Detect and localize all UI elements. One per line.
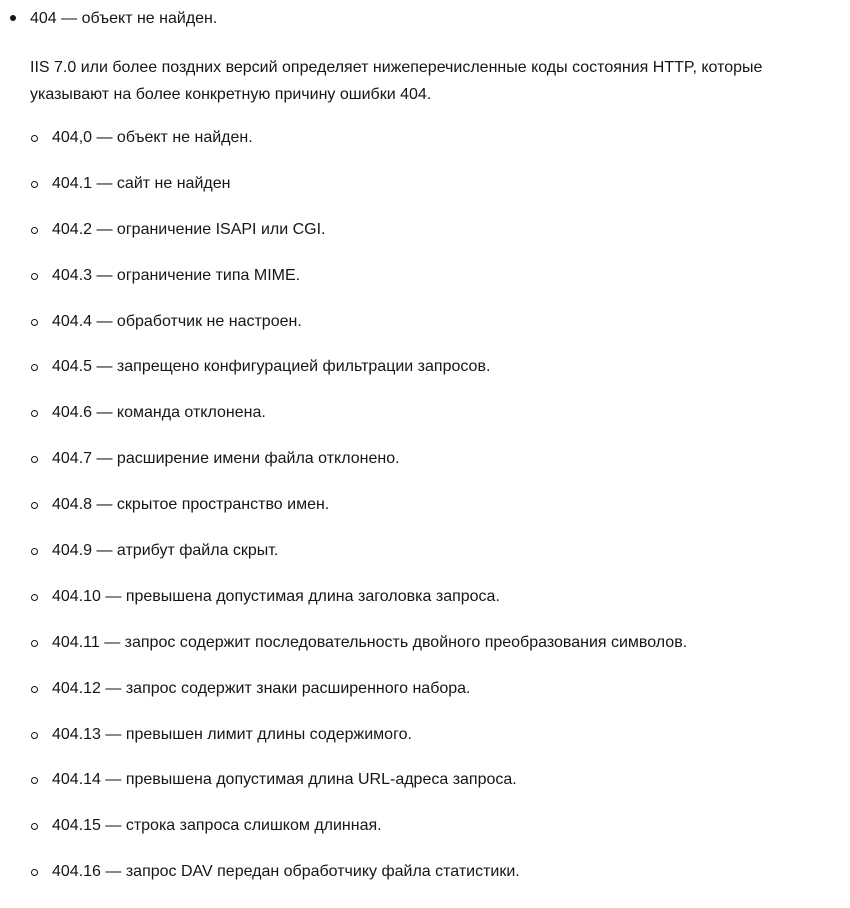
list-item [0, 174, 850, 220]
item-title: 404 — объект не найден. [30, 10, 218, 27]
subcode-text: 404.9 — атрибут файла скрыт. [52, 542, 279, 560]
subcode-text: 404.6 — команда отклонена. [52, 404, 266, 422]
bullet-circle-icon [31, 181, 38, 188]
list-item [0, 495, 850, 541]
bullet-circle-icon [31, 502, 38, 509]
subcode-text: 404.4 — обработчик не настроен. [52, 312, 302, 330]
subcode-text: 404.16 — запрос DAV передан обработчику файла статистики. [52, 863, 520, 881]
bullet-circle-icon [31, 777, 38, 784]
subcode-text: 404.12 — запрос содержит знаки расширенного набора. [52, 679, 471, 697]
list-item [0, 862, 850, 908]
subcode-list [0, 128, 850, 908]
list-item [0, 725, 850, 771]
subcode-text: 404.8 — скрытое пространство имен. [52, 496, 330, 514]
list-item [0, 266, 850, 312]
bullet-circle-icon [31, 410, 38, 417]
list-item [0, 633, 850, 679]
list-item [0, 541, 850, 587]
bullet-circle-icon [31, 364, 38, 371]
list-item [0, 770, 850, 816]
bullet-circle-icon [31, 640, 38, 647]
list-item [0, 587, 850, 633]
subcode-text: 404.2 — ограничение ISAPI или CGI. [52, 220, 326, 238]
bullet-circle-icon [31, 686, 38, 693]
bullet-circle-icon [31, 594, 38, 601]
subcode-text: 404.1 — сайт не найден [52, 174, 231, 192]
subcode-text: 404.13 — превышен лимит длины содержимого. [52, 725, 412, 743]
bullet-circle-icon [31, 732, 38, 739]
subcode-text: 404.5 — запрещено конфигурацией фильтрации запросов. [52, 358, 491, 376]
subcode-text: 404,0 — объект не найден. [52, 129, 253, 146]
bullet-circle-icon [31, 319, 38, 326]
list-item [0, 312, 850, 358]
list-item [0, 403, 850, 449]
list-item [0, 128, 850, 174]
subcode-text: 404.14 — превышена допустимая длина URL-адреса запроса. [52, 771, 517, 789]
bullet-circle-icon [31, 456, 38, 463]
bullet-circle-icon [31, 227, 38, 234]
list-item [0, 449, 850, 495]
bullet-disc-icon [10, 15, 16, 21]
list-item [0, 816, 850, 862]
list-item [0, 679, 850, 725]
subcode-text: 404.3 — ограничение типа MIME. [52, 266, 301, 284]
list-item [0, 357, 850, 403]
subcode-text: 404.10 — превышена допустимая длина заголовка запроса. [52, 587, 500, 605]
item-description: IIS 7.0 или более поздних версий определяет нижеперечисленные коды состояния HTTP, которые указывают на более конкретную причину ошибки 404. [30, 59, 763, 103]
bullet-circle-icon [31, 548, 38, 555]
bullet-circle-icon [31, 273, 38, 280]
bullet-circle-icon [31, 135, 38, 142]
subcode-text: 404.11 — запрос содержит последовательность двойного преобразования символов. [52, 633, 688, 651]
bullet-circle-icon [31, 823, 38, 830]
list-item [0, 220, 850, 266]
subcode-text: 404.7 — расширение имени файла отклонено. [52, 450, 400, 468]
subcode-text: 404.15 — строка запроса слишком длинная. [52, 817, 382, 835]
bullet-circle-icon [31, 869, 38, 876]
